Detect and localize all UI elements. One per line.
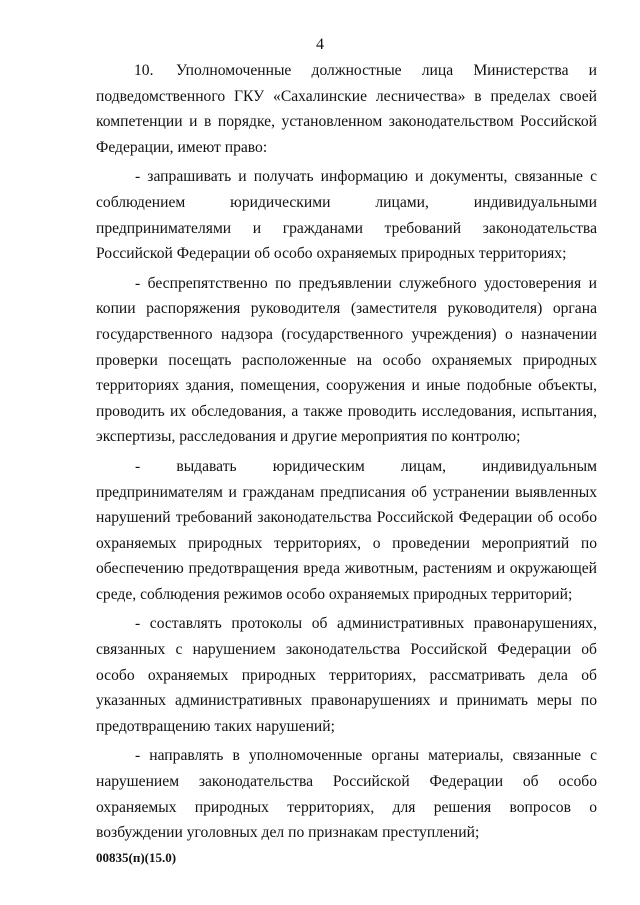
right-paragraph-5: - направлять в уполномоченные органы материалы, связанные с нарушением законодательства Российской Федерации об особо охраняемых природных территориях, для решения вопросов о возбуждении уголовных дел по признакам преступлений; xyxy=(96,747,597,842)
paragraph-item-10 xyxy=(96,58,597,160)
right-paragraph-3: - выдавать юридическим лицам, индивидуальным предпринимателям и гражданам предписания об устранении выявленных нарушений требований законодательства Российской Федерации об особо охраняемых природных территориях, о проведении мероприятий по обеспечению предотвращения вреда животным, растениям и окружающей среде, соблюдения режимов особо охраняемых природных территорий; xyxy=(96,457,597,603)
right-paragraph-4: - составлять протоколы об административных правонарушениях, связанных с нарушением законодательства Российской Федерации об особо охраняемых природных территориях, рассматривать дела об указанных административных правонарушениях и принимать меры по предотвращению таких нарушений; xyxy=(96,615,597,735)
document-body xyxy=(96,58,597,850)
right-paragraph-2: - беспрепятственно по предъявлении служебного удостоверения и копии распоряжения руководителя (заместителя руководителя) органа государственного надзора (государственного учреждения) о назначении проверки посещать расположенные на особо охраняемых природных территориях здания, помещения, сооружения и иные подобные объекты, проводить их обследования, а также проводить исследования, испытания, экспертизы, расследования и другие мероприятия по контролю; xyxy=(96,274,597,446)
right-paragraph-1: - запрашивать и получать информацию и документы, связанные с соблюдением юридическими лицами, индивидуальными предпринимателями и гражданами требований законодательства Российской Федерации об особо охраняемых природных территориях; xyxy=(96,168,597,263)
item-10-text: Уполномоченные должностные лица Министерства и подведомственного ГКУ «Сахалинские лесничества» в пределах своей компетенции и в порядке, установленном законодательством Российской Федерации, имеют право: xyxy=(96,62,597,156)
document-code: 00835(п)(15.0) xyxy=(96,850,177,865)
item-number: 10. xyxy=(134,62,154,79)
page-number: 4 xyxy=(316,36,324,53)
